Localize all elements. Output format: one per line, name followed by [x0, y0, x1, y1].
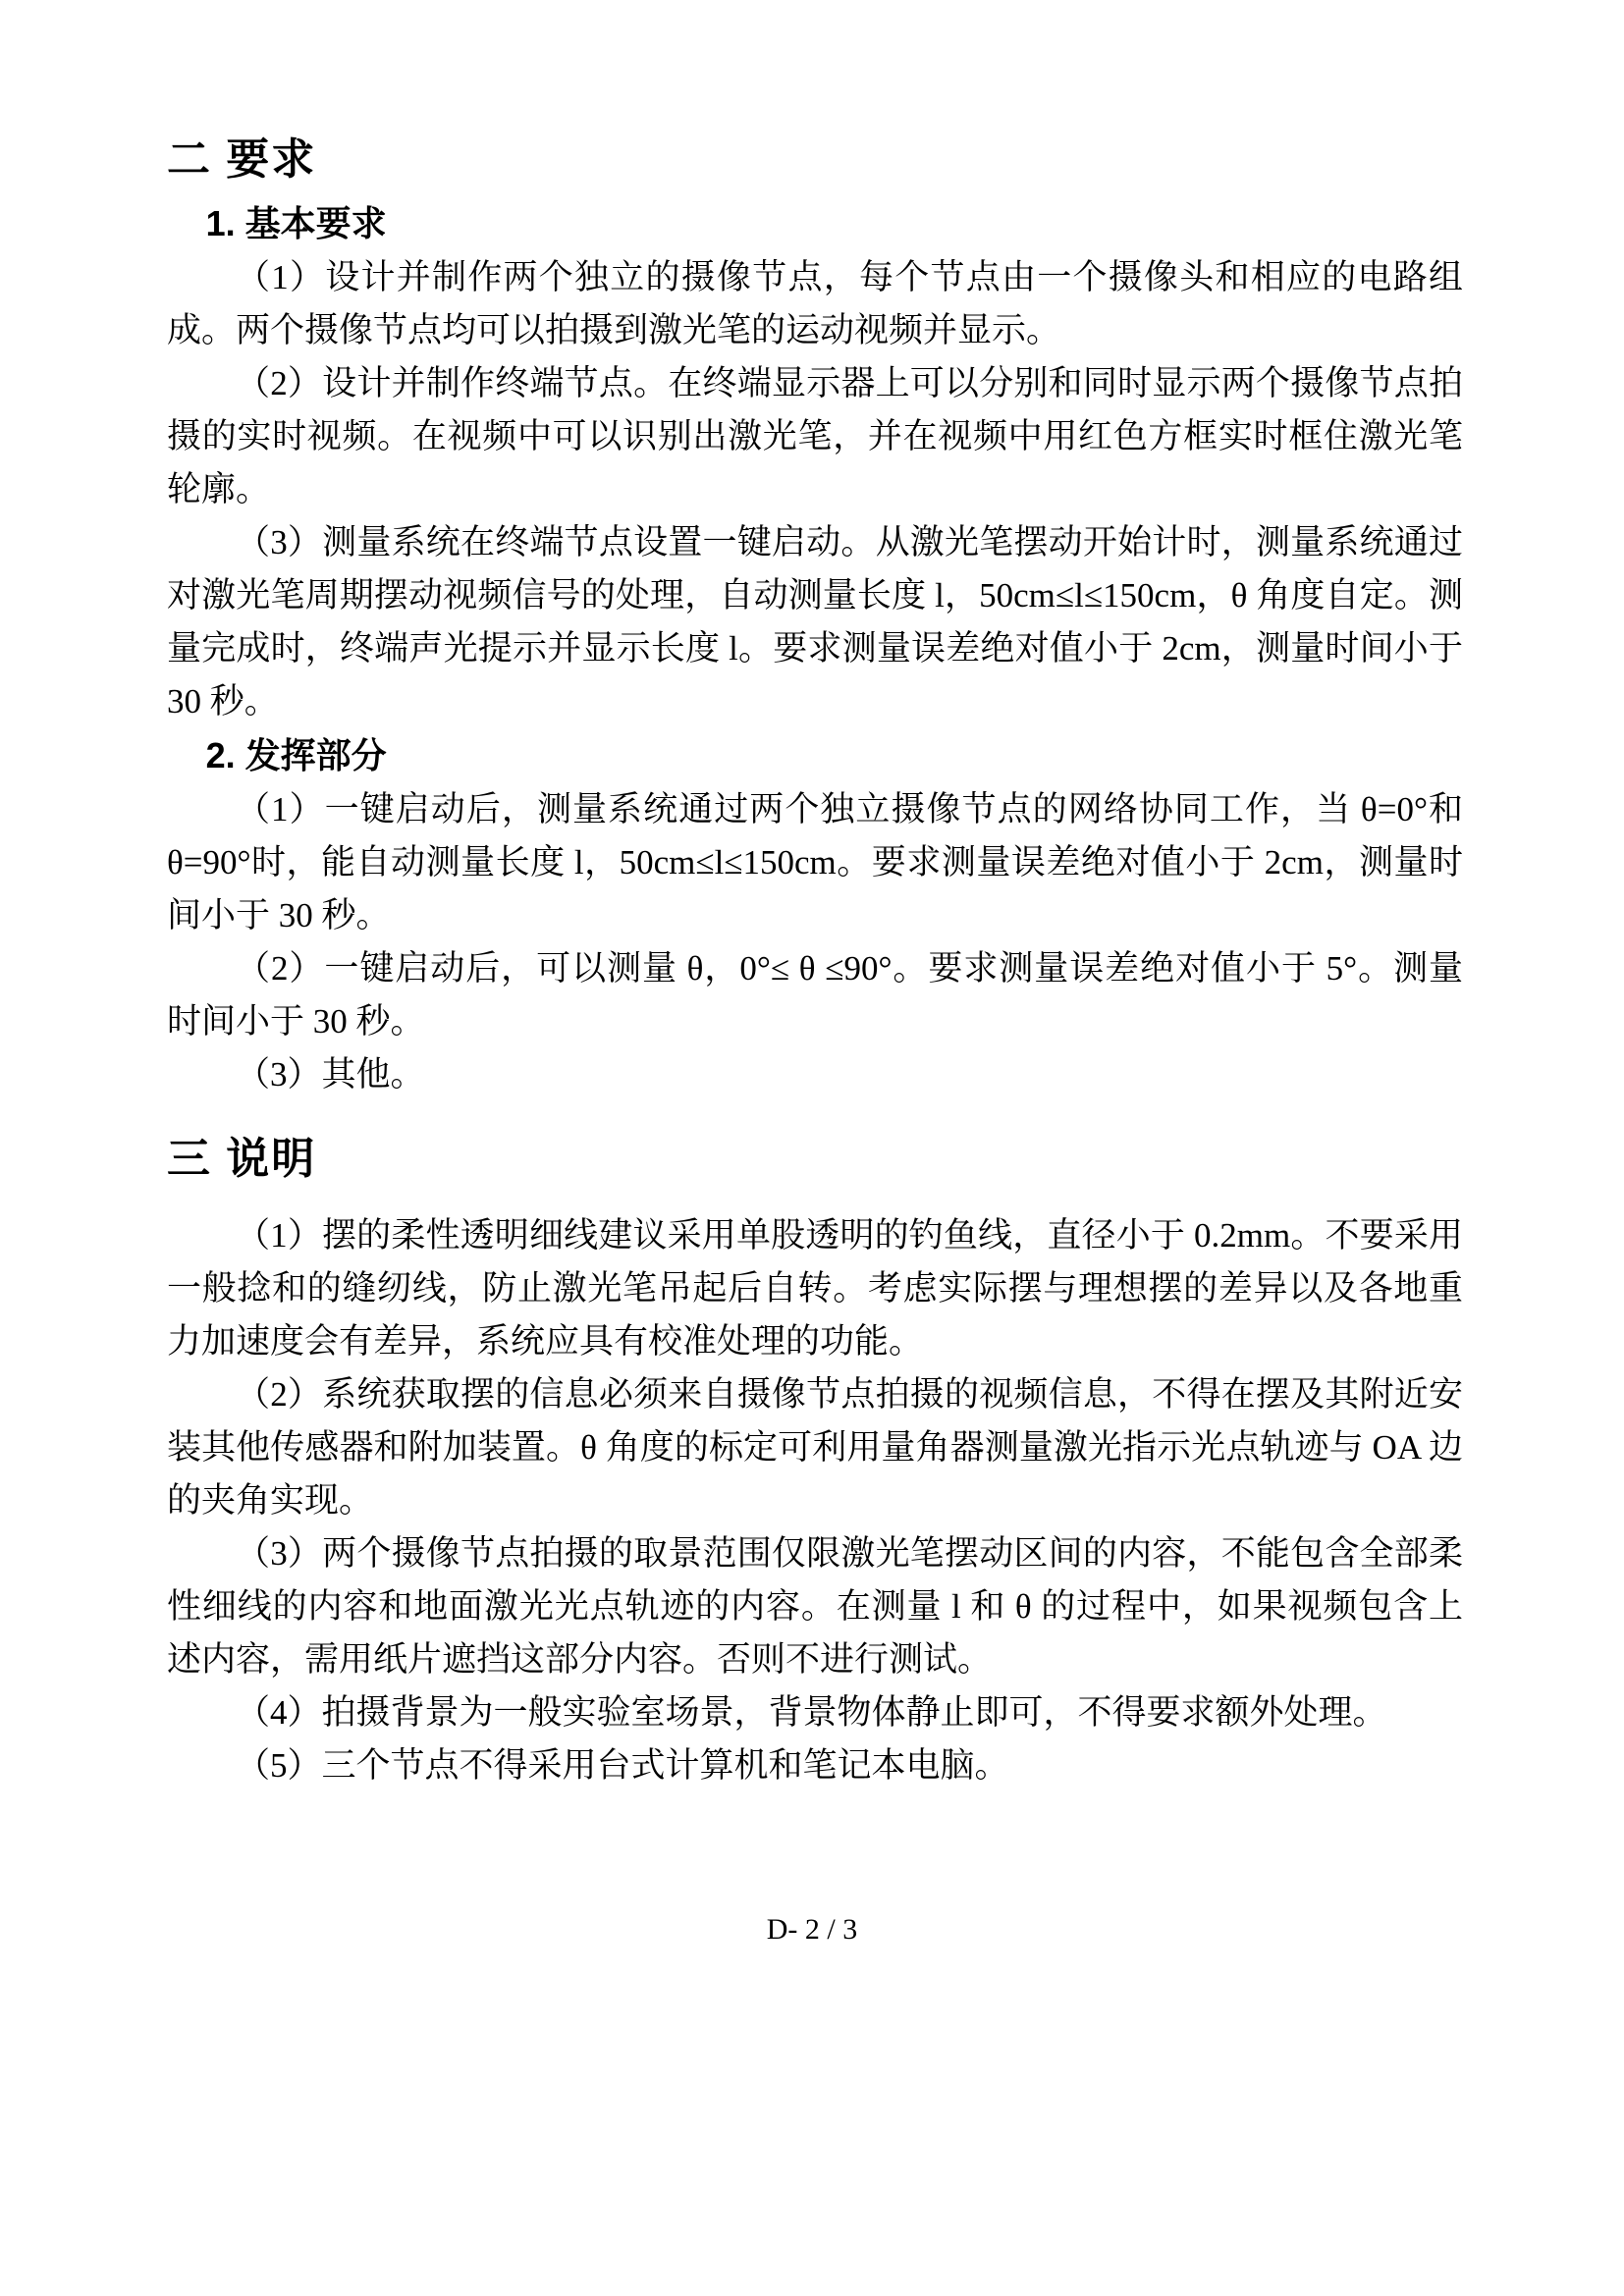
paragraph-advanced-2: （2）一键启动后，可以测量 θ，0°≤ θ ≤90°。要求测量误差绝对值小于 5°。测量时间小于 30 秒。: [167, 949, 1463, 1041]
document-page: [167, 135, 1463, 1792]
subsection-title-basic-requirements: 1. 基本要求: [205, 203, 387, 243]
paragraph-basic-1: （1）设计并制作两个独立的摄像节点，每个节点由一个摄像头和相应的电路组成。两个摄像节点均可以拍摄到激光笔的运动视频并显示。: [167, 258, 1463, 349]
section-heading-notes: 三 说明: [167, 1135, 317, 1183]
paragraph-advanced-3: （3）其他。: [236, 1055, 425, 1094]
paragraph-note-3: （3）两个摄像节点拍摄的取景范围仅限激光笔摆动区间的内容，不能包含全部柔性细线的内容和地面激光光点轨迹的内容。在测量 l 和 θ 的过程中，如果视频包含上述内容，需用纸片遮挡这部分内容。否则不进行测试。: [167, 1534, 1463, 1679]
page-footer: D- 2 / 3: [766, 1913, 858, 1946]
subsection-title-advanced-part: 2. 发挥部分: [205, 735, 387, 775]
paragraph-note-1: （1）摆的柔性透明细线建议采用单股透明的钓鱼线，直径小于 0.2mm。不要采用一般捻和的缝纫线，防止激光笔吊起后自转。考虑实际摆与理想摆的差异以及各地重力加速度会有差异，系统应具有校准处理的功能。: [167, 1216, 1463, 1361]
paragraph-note-5: （5）三个节点不得采用台式计算机和笔记本电脑。: [236, 1746, 1009, 1785]
paragraph-basic-2: （2）设计并制作终端节点。在终端显示器上可以分别和同时显示两个摄像节点拍摄的实时视频。在视频中可以识别出激光笔，并在视频中用红色方框实时框住激光笔轮廓。: [167, 364, 1463, 508]
paragraph-note-2: （2）系统获取摆的信息必须来自摄像节点拍摄的视频信息，不得在摆及其附近安装其他传感器和附加装置。θ 角度的标定可利用量角器测量激光指示光点轨迹与 OA 边的夹角实现。: [167, 1375, 1463, 1520]
paragraph-basic-3: （3）测量系统在终端节点设置一键启动。从激光笔摆动开始计时，测量系统通过对激光笔周期摆动视频信号的处理，自动测量长度 l，50cm≤l≤150cm，θ 角度自定。测量完成时，终端声光提示并显示长度 l。要求测量误差绝对值小于 2cm，测量时间小于 30 秒。: [167, 523, 1463, 721]
paragraph-note-4: （4）拍摄背景为一般实验室场景，背景物体静止即可，不得要求额外处理。: [236, 1693, 1387, 1732]
paragraph-advanced-1: （1）一键启动后，测量系统通过两个独立摄像节点的网络协同工作，当 θ=0°和 θ=90°时，能自动测量长度 l，50cm≤l≤150cm。要求测量误差绝对值小于 2cm，测量时间小于 30 秒。: [167, 790, 1463, 934]
section-heading-requirements: 二 要求: [167, 135, 317, 184]
